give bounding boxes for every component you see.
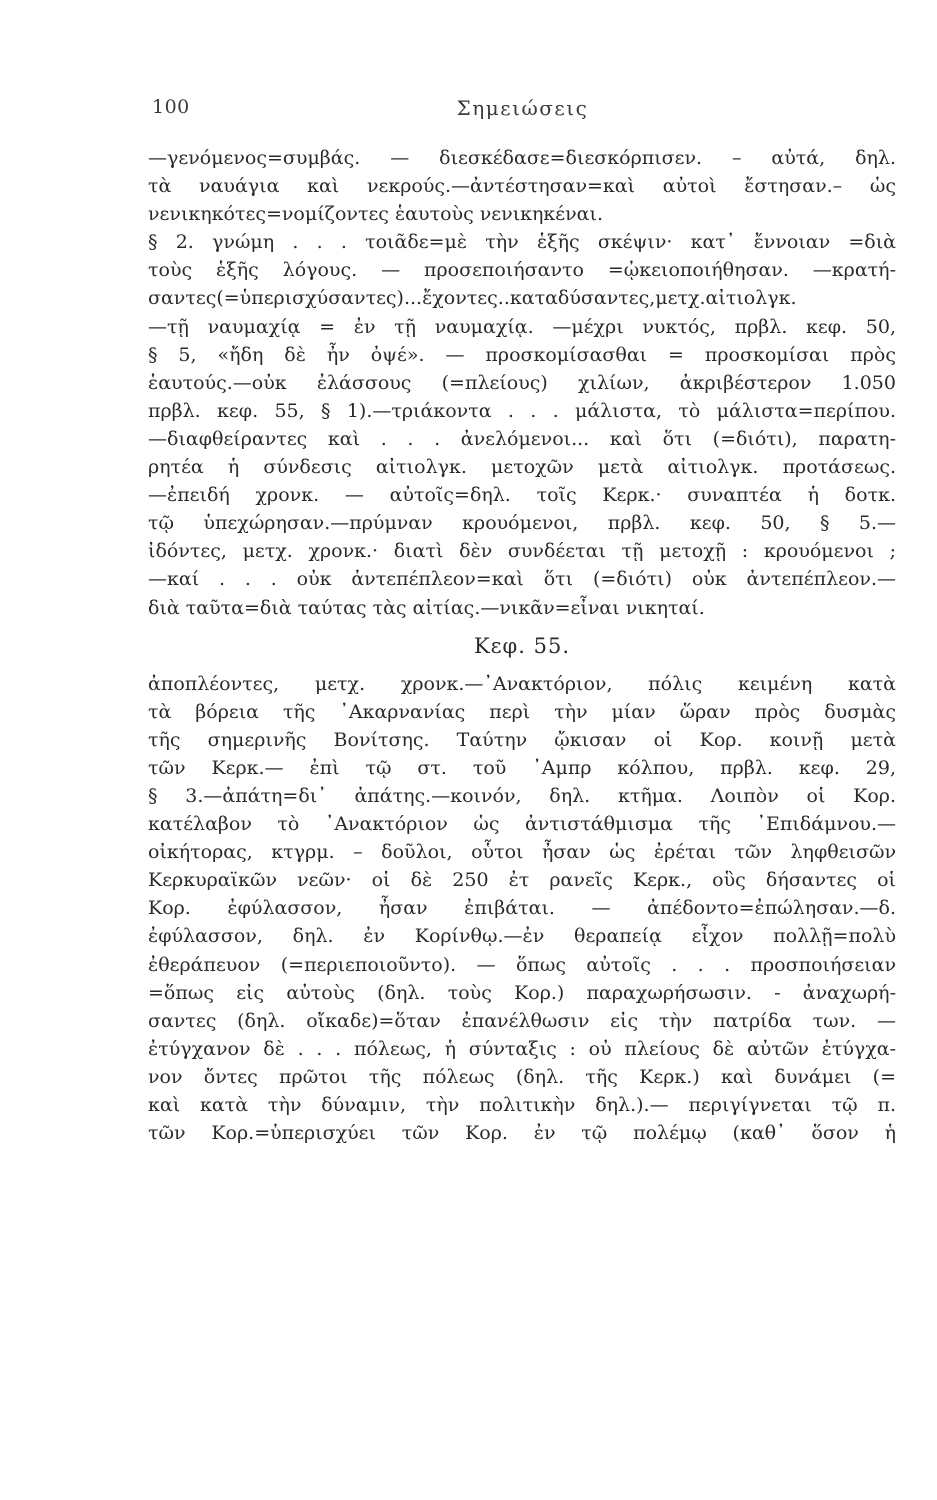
page-header — [150, 96, 895, 126]
text-line: =ὅπως εἰς αὐτοὺς (δηλ. τοὺς Κορ.) παραχωρήσωσιν. - ἀναχωρή- — [148, 981, 896, 1004]
text-line: —ἐπειδή χρονκ. — αὐτοῖς=δηλ. τοῖς Κερκ.· συναπτέα ἡ δοτκ. — [148, 484, 896, 507]
text-line: § 5, «ἤδη δὲ ἦν ὀψέ». — προσκομίσασθαι = προσκομίσαι πρὸς — [148, 343, 896, 366]
text-line: διὰ ταῦτα=διὰ ταύτας τὰς αἰτίας.—νικᾶν=εἶναι νικηταί. — [148, 596, 705, 619]
text-line: ρητέα ἡ σύνδεσις αἰτιολγκ. μετοχῶν μετὰ αἰτιολγκ. προτάσεως. — [148, 456, 896, 479]
text-line: τῶν Κερκ.— ἐπὶ τῷ στ. τοῦ ᾽Αμπρ κόλπου, πρβλ. κεφ. 29, — [148, 756, 896, 779]
text-line: κατέλαβον τὸ ᾽Ανακτόριον ὡς ἀντιστάθμισμα τῆς ᾽Επιδάμνου.— — [148, 813, 896, 836]
text-line: καὶ κατὰ τὴν δύναμιν, τὴν πολιτικὴν δηλ.).— περιγίγνεται τῷ π. — [148, 1094, 896, 1116]
text-line: τοὺς ἑξῆς λόγους. — προσεποιήσαντο =ᾠκειοποιήθησαν. —κρατή- — [148, 259, 896, 282]
commentary-text — [148, 144, 896, 1147]
text-line: ἐτύγχανον δὲ . . . πόλεως, ἡ σύνταξις : οὐ πλείους δὲ αὐτῶν ἐτύγχα- — [148, 1037, 896, 1060]
text-line: —τῇ ναυμαχίᾳ = ἐν τῇ ναυμαχίᾳ. —μέχρι νυκτός, πρβλ. κεφ. 50, — [148, 315, 896, 338]
text-line: § 3.—ἀπάτη=δι᾽ ἀπάτης.—κοινόν, δηλ. κτῆμα. Λοιπὸν οἱ Κορ. — [148, 784, 896, 807]
text-line: § 2. γνώμη . . . τοιᾶδε=μὲ τὴν ἑξῆς σκέψιν· κατ᾽ ἔννοιαν =διὰ — [148, 231, 896, 254]
text-line: τὰ βόρεια τῆς ᾽Ακαρνανίας περὶ τὴν μίαν ὥραν πρὸς δυσμὰς — [148, 700, 896, 723]
text-line: σαντες(=ὑπερισχύσαντες)...ἔχοντες..καταδύσαντες,μετχ.αἰτιολγκ. — [148, 287, 797, 310]
text-line: —διαφθείραντες καὶ . . . ἀνελόμενοι... καὶ ὅτι (=διότι), παρατη- — [148, 427, 896, 450]
text-line: —γενόμενος=συμβάς. — διεσκέδασε=διεσκόρπισεν. – αὐτά, δηλ. — [148, 147, 896, 169]
notes-block-chapter-55 — [148, 670, 896, 1148]
text-line: πρβλ. κεφ. 55, § 1).—τριάκοντα . . . μάλιστα, τὸ μάλιστα=περίπου. — [148, 399, 896, 422]
text-line: νον ὄντες πρῶτοι τῆς πόλεως (δηλ. τῆς Κερκ.) καὶ δυνάμει (= — [148, 1065, 896, 1088]
text-line: Κερκυραϊκῶν νεῶν· οἱ δὲ 250 ἐτ ρανεῖς Κερκ., οὓς δήσαντες οἱ — [148, 869, 896, 892]
text-line: τῶν Κορ.=ὑπερισχύει τῶν Κορ. ἐν τῷ πολέμῳ (καθ᾽ ὅσον ἡ — [148, 1122, 896, 1145]
text-line: τῷ ὑπεχώρησαν.—πρύμναν κρουόμενοι, πρβλ. κεφ. 50, § 5.— — [148, 512, 896, 535]
text-line: τὰ ναυάγια καὶ νεκρούς.—ἀντέστησαν=καὶ αὐτοὶ ἔστησαν.– ὡς — [148, 175, 896, 198]
text-line: νενικηκότες=νομίζοντες ἑαυτοὺς νενικηκέναι. — [148, 203, 603, 226]
text-line: τῆς σημερινῆς Βονίτσης. Ταύτην ᾤκισαν οἱ Κορ. κοινῇ μετὰ — [148, 728, 896, 751]
running-title: Σημειώσεις — [456, 96, 589, 120]
text-line: ἐφύλασσον, δηλ. ἐν Κορίνθῳ.—ἐν θεραπείᾳ εἶχον πολλῇ=πολὺ — [148, 925, 896, 948]
text-line: ἰδόντες, μετχ. χρονκ.· διατὶ δὲν συνδέεται τῇ μετοχῇ : κρουόμενοι ; — [148, 540, 896, 563]
text-line: ἑαυτούς.—οὐκ ἐλάσσους (=πλείους) χιλίων, ἀκριβέστερον 1.050 — [148, 371, 896, 394]
text-line: οἰκήτορας, κτγρμ. – δοῦλοι, οὗτοι ἦσαν ὡς ἐρέται τῶν ληφθεισῶν — [148, 841, 896, 864]
text-line: ἐθεράπευον (=περιεποιοῦντο). — ὅπως αὐτοῖς . . . προσποιήσειαν — [148, 953, 896, 976]
text-line: σαντες (δηλ. οἴκαδε)=ὅταν ἐπανέλθωσιν εἰς τὴν πατρίδα των. — — [148, 1009, 896, 1032]
text-line: ἀποπλέοντες, μετχ. χρονκ.—᾽Ανακτόριον, πόλις κειμένη κατὰ — [148, 672, 896, 695]
text-line: —καί . . . οὐκ ἀντεπέπλεον=καὶ ὅτι (=διότι) οὐκ ἀντεπέπλεον.— — [148, 568, 896, 591]
page-number: 100 — [152, 96, 190, 118]
notes-block-chapter-54 — [148, 144, 896, 622]
chapter-heading: Κεφ. 55. — [473, 633, 571, 658]
text-line: Κορ. ἐφύλασσον, ἦσαν ἐπιβάται. — ἀπέδοντο=ἐπώλησαν.—δ. — [148, 897, 896, 920]
